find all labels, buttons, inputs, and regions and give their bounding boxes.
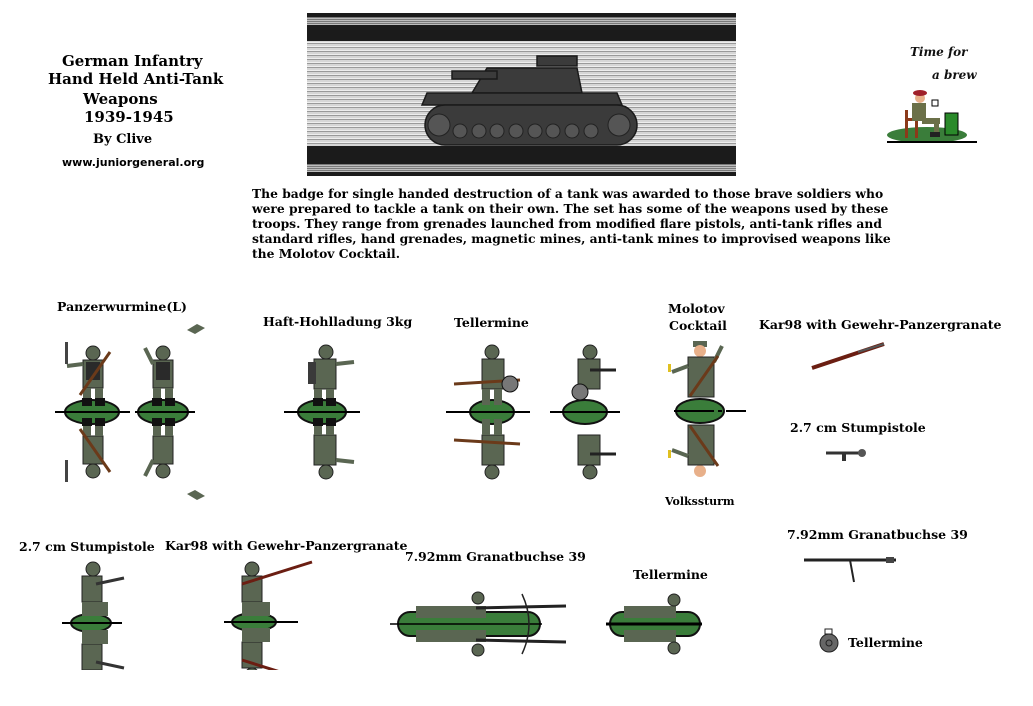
label-molotov-1: Molotov xyxy=(668,301,725,316)
page-title-years: 1939-1945 xyxy=(84,108,174,126)
tank-emblem-icon xyxy=(307,13,736,176)
label-kar98-weapon: Kar98 with Gewehr-Panzergranate xyxy=(759,317,1002,332)
figure-tellermine-prone xyxy=(604,590,704,660)
website-link[interactable]: www.juniorgeneral.org xyxy=(62,156,205,169)
figure-haft-hohlladung xyxy=(282,340,367,490)
figure-stumpistole-kneeling xyxy=(60,558,130,670)
kar98-rifle-icon xyxy=(808,340,888,375)
label-stumpistole-figure: 2.7 cm Stumpistole xyxy=(19,539,155,554)
figure-granatbuchse-prone xyxy=(386,588,586,660)
label-tellermine-prone: Tellermine xyxy=(633,567,708,582)
label-panzerwurmine: Panzerwurmine(L) xyxy=(57,299,187,314)
label-haft-hohlladung: Haft-Hohlladung 3kg xyxy=(263,314,413,329)
page-title-line3: Weapons xyxy=(83,90,158,108)
figure-kar98-kneeling xyxy=(222,558,317,670)
brew-caption-line1: Time for xyxy=(910,45,968,59)
stumpistole-icon xyxy=(824,446,869,464)
page-title-line2: Hand Held Anti-Tank xyxy=(48,70,224,88)
label-volkssturm: Volkssturm xyxy=(665,495,735,508)
tank-badge-image xyxy=(307,13,736,176)
soldier-tea-icon xyxy=(882,80,982,145)
label-molotov-2: Cocktail xyxy=(669,318,727,333)
label-tellermine-standing: Tellermine xyxy=(454,315,529,330)
figure-panzerwurmine-2 xyxy=(135,320,215,500)
label-granatbuchse-figure: 7.92mm Granatbuchse 39 xyxy=(405,549,586,564)
figure-tellermine-1 xyxy=(440,340,530,490)
label-tellermine-weapon: Tellermine xyxy=(848,635,923,650)
tellermine-weapon-icon xyxy=(818,628,840,654)
label-granatbuchse-weapon: 7.92mm Granatbuchse 39 xyxy=(787,527,968,542)
figure-tellermine-2 xyxy=(550,340,620,490)
figure-molotov xyxy=(660,338,750,492)
figure-panzerwurmine-1 xyxy=(55,340,130,500)
brew-caption-line2: a brew xyxy=(932,68,977,82)
granatbuchse-weapon-icon xyxy=(800,548,900,584)
label-stumpistole-weapon: 2.7 cm Stumpistole xyxy=(790,420,926,435)
page-title: German Infantry xyxy=(62,52,203,70)
label-kar98-figure: Kar98 with Gewehr-Panzergranate xyxy=(165,538,408,553)
description-text: The badge for single handed destruction of a tank was awarded to those brave soldiers who were prepared to tackle a tank on their own. The set has some of the weapons used by these troops. They range from grenades launched from modified flare pistols, anti-tank rifles and standard rifles, hand grenades, magnetic mines, anti-tank mines to improvised weapons like the Molotov Cocktail. xyxy=(252,186,891,261)
byline: By Clive xyxy=(93,132,153,147)
